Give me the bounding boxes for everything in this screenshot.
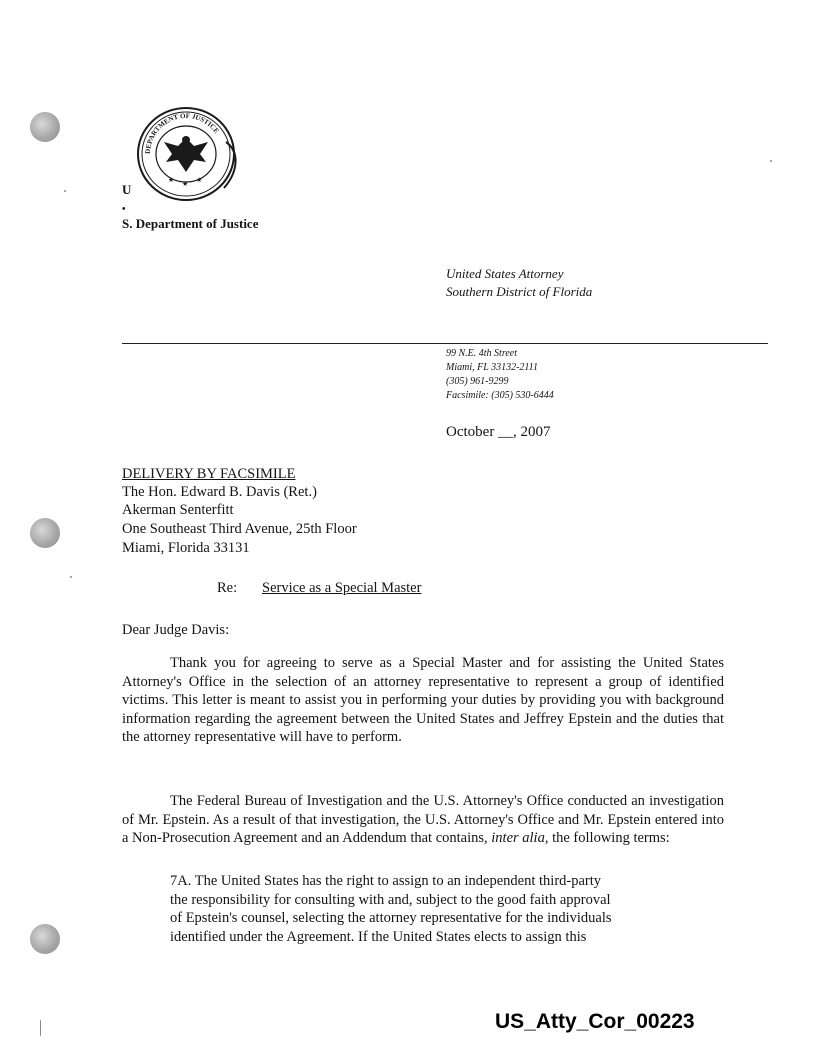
quote-line-2: the responsibility for consulting with and, subject to the good faith approval xyxy=(170,891,611,908)
quote-line-4: identified under the Agreement. If the United States elects to assign this xyxy=(170,928,587,945)
recipient-name: The Hon. Edward B. Davis (Ret.) xyxy=(122,484,317,500)
body-paragraph-2 xyxy=(122,792,724,848)
re-subject: Service as a Special Master xyxy=(262,580,422,596)
seal-text: DEPARTMENT OF JUSTICE xyxy=(143,111,221,155)
punch-hole-top xyxy=(30,112,60,142)
svg-text:★: ★ xyxy=(168,176,175,184)
body-paragraph-1: Thank you for agreeing to serve as a Special Master and for assisting the United States Attorney's Office in the selection of an attorney representative to represent a group of identified victims. This letter is meant to assist you in performing your duties by providing you with background information regarding the agreement between the United States and Jeffrey Epstein and the duties that the attorney representative will have to perform. xyxy=(122,655,724,745)
scan-speck xyxy=(64,190,66,192)
office-district: Southern District of Florida xyxy=(446,284,593,299)
department-dot: • xyxy=(122,204,126,215)
scan-speck xyxy=(70,576,72,578)
punch-hole-middle xyxy=(30,518,60,548)
address-fax: Facsimile: (305) 530-6444 xyxy=(446,390,554,401)
scan-speck xyxy=(40,1020,41,1036)
recipient-firm: Akerman Senterfitt xyxy=(122,502,234,518)
paragraph-2-italic: inter alia xyxy=(491,830,545,846)
recipient-city: Miami, Florida 33131 xyxy=(122,540,250,556)
department-u-letter: U xyxy=(122,182,132,197)
department-name: S. Department of Justice xyxy=(122,216,259,231)
address-phone: (305) 961-9299 xyxy=(446,376,509,387)
address-city: Miami, FL 33132-2111 xyxy=(446,362,538,373)
address-street: 99 N.E. 4th Street xyxy=(446,348,518,359)
re-label: Re: xyxy=(217,580,238,596)
delivery-method: DELIVERY BY FACSIMILE xyxy=(122,466,296,482)
paragraph-2-text-a: The Federal Bureau of Investigation and the U.S. Attorney's Office conducted an investigation of Mr. Epstein. As a result of that investigation, the U.S. Attorney's Office and Mr. Epstein entered into a Non-Prosecution Agreement and an Addendum that contains, xyxy=(122,793,724,846)
svg-text:★: ★ xyxy=(182,180,189,188)
bates-number: US_Atty_Cor_00223 xyxy=(495,1010,695,1033)
quote-line-1: 7A. The United States has the right to assign to an independent third-party xyxy=(170,873,602,889)
quoted-term-7a xyxy=(170,872,722,946)
paragraph-2-text-b: , the following terms: xyxy=(544,830,670,846)
recipient-street: One Southeast Third Avenue, 25th Floor xyxy=(122,521,357,537)
office-title: United States Attorney xyxy=(446,266,564,281)
salutation: Dear Judge Davis: xyxy=(122,622,230,638)
letter-date: October __, 2007 xyxy=(446,424,551,440)
doj-seal-icon xyxy=(128,102,244,204)
punch-hole-bottom xyxy=(30,924,60,954)
svg-text:★: ★ xyxy=(196,176,203,184)
quote-line-3: of Epstein's counsel, selecting the attorney representative for the individuals xyxy=(170,910,612,926)
letterhead-rule xyxy=(122,343,768,344)
scan-speck xyxy=(770,160,772,162)
